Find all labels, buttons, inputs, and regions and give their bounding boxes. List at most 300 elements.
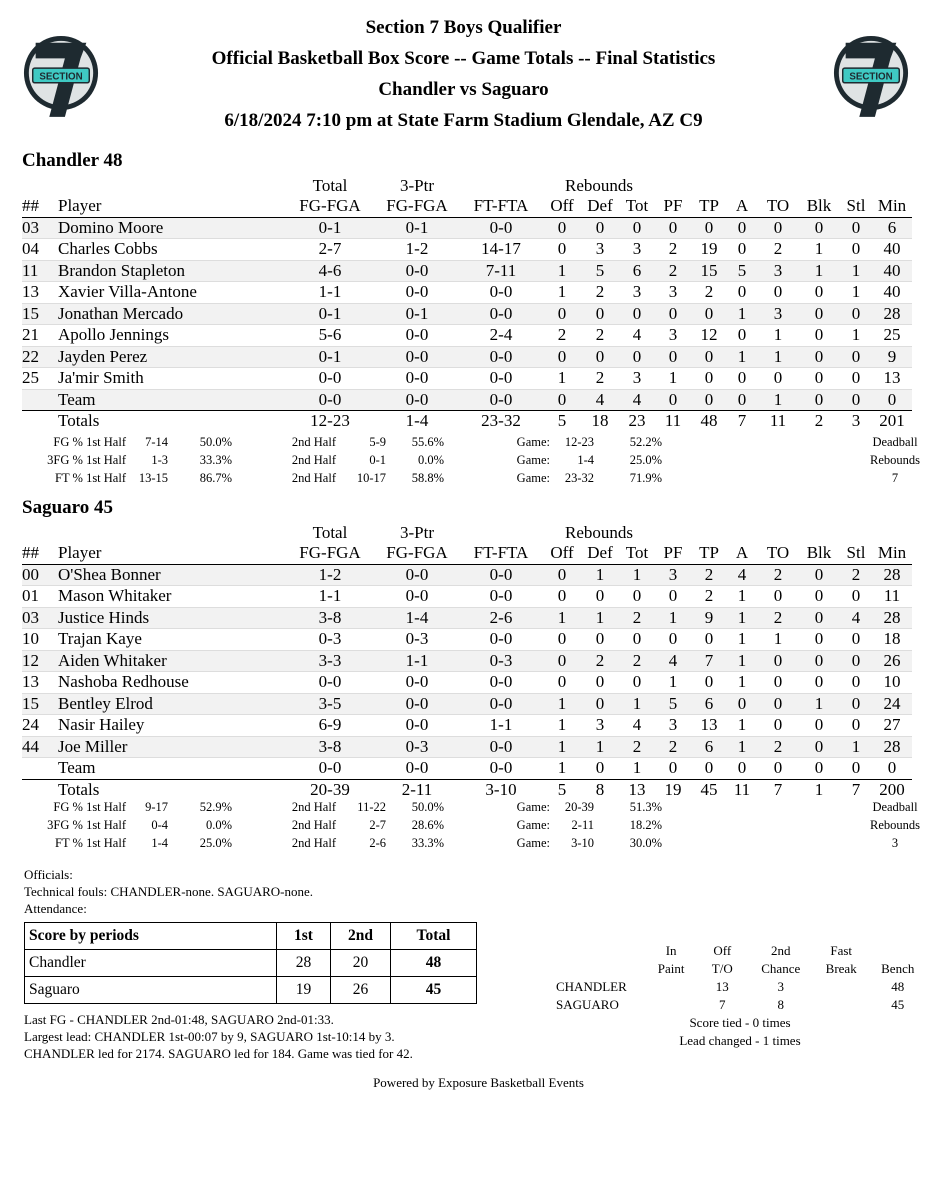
player-off: 0	[544, 303, 580, 325]
player-def: 0	[580, 586, 620, 608]
player-tot: 0	[620, 629, 654, 651]
stats-head-fast-2: Break	[825, 961, 857, 976]
player-num: 24	[22, 715, 58, 737]
stats-second: 3	[777, 979, 784, 994]
player-def: 2	[580, 368, 620, 390]
player-min: 6	[872, 217, 912, 239]
totals-num	[22, 779, 58, 800]
periods-header-total: Total	[391, 923, 477, 950]
player-a: 4	[726, 564, 758, 586]
player-fg: 6-9	[284, 715, 376, 737]
player-name: Xavier Villa-Antone	[58, 282, 284, 304]
totals-tot: 23	[628, 411, 646, 430]
player-a: 1	[726, 672, 758, 694]
col-header-pf: PF	[654, 196, 692, 217]
totals-min: 201	[879, 411, 905, 430]
periods-total: 45	[391, 977, 477, 1004]
player-def: 1	[580, 736, 620, 758]
player-min: 24	[872, 693, 912, 715]
pct-2nd-half-pct: 28.6%	[411, 818, 444, 832]
player-blk: 0	[798, 282, 840, 304]
player-a: 1	[726, 586, 758, 608]
pct-2nd-half: 2-6	[369, 836, 386, 850]
player-name: Justice Hinds	[58, 607, 284, 629]
player-min: 27	[872, 715, 912, 737]
pct-2nd-half: 2-7	[369, 818, 386, 832]
team-to: 1	[758, 389, 798, 411]
player-name: Nashoba Redhouse	[58, 672, 284, 694]
totals-fg3: 2-11	[401, 779, 433, 799]
player-tot: 3	[620, 368, 654, 390]
pct-game-label: Game:	[516, 818, 550, 832]
player-to: 1	[758, 629, 798, 651]
player-fg3: 0-0	[376, 564, 458, 586]
table-cell	[758, 176, 798, 196]
periods-team: Chandler	[25, 950, 277, 977]
player-num: 13	[22, 282, 58, 304]
attendance: Attendance:	[24, 901, 87, 916]
periods-row-chandler	[25, 950, 477, 977]
pct-2nd-half-label: 2nd Half	[291, 435, 336, 449]
player-stl: 0	[840, 629, 872, 651]
totals-min: 200	[879, 779, 905, 799]
player-off: 1	[544, 736, 580, 758]
team-def: 0	[580, 758, 620, 780]
player-tot: 4	[620, 325, 654, 347]
stats-head-offto-2: T/O	[711, 961, 733, 976]
player-tot: 1	[620, 564, 654, 586]
player-a: 1	[726, 629, 758, 651]
table-cell	[58, 523, 284, 543]
player-num: 12	[22, 650, 58, 672]
player-row	[22, 346, 912, 368]
team-fg: 0-0	[284, 389, 376, 411]
footer-powered-by: Powered by Exposure Basketball Events	[373, 1075, 584, 1090]
periods-header	[25, 923, 477, 950]
pct-game: 23-32	[564, 471, 594, 485]
technical-fouls: Technical fouls: CHANDLER-none. SAGUARO-none.	[24, 884, 314, 899]
report-header	[0, 12, 927, 136]
player-a: 0	[726, 325, 758, 347]
player-name: Aiden Whitaker	[58, 650, 284, 672]
player-name: Trajan Kaye	[58, 629, 284, 651]
player-name: Bentley Elrod	[58, 693, 284, 715]
player-def: 5	[580, 260, 620, 282]
column-header-row	[22, 196, 912, 217]
table-cell	[840, 176, 872, 196]
pct-game-label: Game:	[516, 836, 550, 850]
player-min: 10	[872, 672, 912, 694]
player-tp: 0	[692, 217, 726, 239]
player-tp: 2	[692, 564, 726, 586]
col-header-to: TO	[758, 543, 798, 564]
pct-1st-half-pct: 52.9%	[199, 800, 232, 814]
player-tot: 0	[620, 217, 654, 239]
player-pf: 1	[654, 607, 692, 629]
team-pf: 0	[654, 389, 692, 411]
shooting-pct-row	[22, 834, 662, 852]
stats-paint	[645, 978, 697, 996]
table-cell	[692, 523, 726, 543]
player-tp: 0	[692, 368, 726, 390]
table-cell	[458, 176, 544, 196]
player-name: Charles Cobbs	[58, 239, 284, 261]
col-header-fg: FG-FGA	[284, 543, 376, 564]
periods-team: Saguaro	[25, 977, 277, 1004]
pct-game: 20-39	[564, 800, 594, 814]
table-cell	[654, 523, 692, 543]
player-blk: 1	[798, 693, 840, 715]
player-ft: 0-0	[458, 693, 544, 715]
team-fg: 0-0	[284, 758, 376, 780]
player-fg3: 0-3	[376, 736, 458, 758]
player-stl: 4	[840, 607, 872, 629]
stats-head-bench	[869, 942, 927, 960]
player-tp: 7	[692, 650, 726, 672]
player-stl: 0	[840, 693, 872, 715]
player-tot: 1	[620, 693, 654, 715]
player-a: 5	[726, 260, 758, 282]
pct-1st-half: 9-17	[145, 800, 168, 814]
totals-name: Totals	[58, 779, 100, 799]
totals-ft: 23-32	[481, 411, 521, 430]
team-off: 1	[544, 758, 580, 780]
player-stl: 1	[840, 325, 872, 347]
stats-fast	[814, 978, 869, 996]
player-blk: 0	[798, 303, 840, 325]
pct-game-pct: 51.3%	[629, 800, 662, 814]
player-fg: 3-8	[284, 736, 376, 758]
player-fg: 0-0	[284, 368, 376, 390]
pct-game: 12-23	[564, 435, 594, 449]
col-header-a: A	[726, 543, 758, 564]
pct-2nd-half-label: 2nd Half	[291, 471, 336, 485]
group-3ptr: 3-Ptr	[400, 176, 434, 195]
player-blk: 1	[798, 239, 840, 261]
deadball-rebounds	[850, 798, 927, 852]
pct-game: 2-11	[571, 818, 594, 832]
player-pf: 4	[654, 650, 692, 672]
totals-blk: 2	[814, 411, 824, 430]
player-fg: 3-3	[284, 650, 376, 672]
player-num: 00	[22, 564, 58, 586]
pct-game-label: Game:	[516, 471, 550, 485]
table-cell	[22, 523, 58, 543]
player-name: Nasir Hailey	[58, 715, 284, 737]
col-header-player: Player	[58, 543, 284, 564]
player-row	[22, 325, 912, 347]
player-row	[22, 260, 912, 282]
team-stats-header-2	[556, 960, 927, 978]
player-fg: 2-7	[284, 239, 376, 261]
player-fg3: 0-1	[376, 217, 458, 239]
pct-2nd-half-pct: 55.6%	[411, 435, 444, 449]
player-off: 1	[544, 715, 580, 737]
shooting-pct-row	[22, 433, 662, 451]
player-fg: 4-6	[284, 260, 376, 282]
table-cell	[458, 523, 544, 543]
player-pf: 0	[654, 217, 692, 239]
table-cell	[726, 523, 758, 543]
stats-team: SAGUARO	[556, 997, 619, 1012]
totals-blk: 1	[814, 779, 824, 799]
team-ft: 0-0	[458, 758, 544, 780]
totals-name: Totals	[58, 411, 100, 430]
player-def: 2	[580, 650, 620, 672]
table-cell	[798, 176, 840, 196]
team-stl: 0	[840, 758, 872, 780]
player-ft: 2-4	[458, 325, 544, 347]
pct-label: 3FG % 1st Half	[47, 453, 126, 467]
officials: Officials:	[24, 867, 73, 882]
player-def: 2	[580, 282, 620, 304]
pct-1st-half: 0-4	[151, 818, 168, 832]
player-blk: 0	[798, 715, 840, 737]
player-ft: 0-0	[458, 346, 544, 368]
player-a: 0	[726, 239, 758, 261]
team-row	[22, 389, 912, 411]
periods-header-label: Score by periods	[25, 923, 277, 950]
player-blk: 0	[798, 607, 840, 629]
group-header-row	[22, 176, 912, 196]
player-to: 0	[758, 672, 798, 694]
player-fg3: 0-0	[376, 282, 458, 304]
pct-game-pct: 52.2%	[629, 435, 662, 449]
totals-pf: 11	[664, 411, 682, 430]
deadball-l1: Deadball	[872, 435, 918, 449]
player-tot: 2	[620, 650, 654, 672]
player-blk: 0	[798, 650, 840, 672]
team-stats-row-chandler	[556, 978, 927, 996]
team-a: 0	[726, 758, 758, 780]
pct-game: 1-4	[577, 453, 594, 467]
player-num: 03	[22, 217, 58, 239]
totals-a: 11	[733, 779, 751, 799]
player-tp: 15	[692, 260, 726, 282]
player-a: 1	[726, 736, 758, 758]
box-score-table	[22, 176, 912, 432]
player-off: 1	[544, 607, 580, 629]
player-tot: 4	[620, 715, 654, 737]
team-title: Chandler 48	[22, 150, 123, 171]
pct-game-label: Game:	[516, 435, 550, 449]
periods-1st: 28	[277, 950, 331, 977]
matchup: Chandler vs Saguaro	[378, 79, 549, 100]
pct-2nd-half: 0-1	[369, 453, 386, 467]
player-stl: 0	[840, 217, 872, 239]
pct-game-pct: 30.0%	[629, 836, 662, 850]
player-pf: 0	[654, 346, 692, 368]
player-stl: 0	[840, 303, 872, 325]
stats-head-offto: Off	[713, 943, 732, 958]
player-num: 13	[22, 672, 58, 694]
player-to: 1	[758, 346, 798, 368]
team-off: 0	[544, 389, 580, 411]
player-to: 3	[758, 303, 798, 325]
column-header-row	[22, 543, 912, 564]
stats-team: CHANDLER	[556, 979, 627, 994]
pct-1st-half-pct: 50.0%	[199, 435, 232, 449]
player-off: 0	[544, 239, 580, 261]
team-to: 0	[758, 758, 798, 780]
player-tp: 9	[692, 607, 726, 629]
team-blk: 0	[798, 389, 840, 411]
team-stl: 0	[840, 389, 872, 411]
col-header-pf: PF	[654, 543, 692, 564]
player-pf: 0	[654, 629, 692, 651]
player-tp: 2	[692, 282, 726, 304]
stats-offto: 13	[715, 979, 729, 994]
table-cell	[872, 523, 912, 543]
totals-row	[22, 411, 912, 432]
team-num	[22, 758, 58, 780]
pct-1st-half-pct: 33.3%	[199, 453, 232, 467]
deadball-l2: Rebounds	[870, 453, 920, 467]
player-tot: 6	[620, 260, 654, 282]
table-cell	[798, 523, 840, 543]
col-header-fg: FG-FGA	[284, 196, 376, 217]
player-pf: 3	[654, 564, 692, 586]
shooting-pct-table	[22, 798, 662, 852]
player-fg3: 0-0	[376, 693, 458, 715]
player-to: 0	[758, 650, 798, 672]
pct-2nd-half-pct: 0.0%	[417, 453, 444, 467]
player-ft: 0-0	[458, 736, 544, 758]
player-row	[22, 736, 912, 758]
player-pf: 3	[654, 282, 692, 304]
player-num: 11	[22, 260, 58, 282]
player-off: 1	[544, 282, 580, 304]
col-header-blk: Blk	[798, 196, 840, 217]
player-fg3: 0-0	[376, 368, 458, 390]
deadball-l1: Deadball	[872, 800, 918, 814]
player-tot: 0	[620, 586, 654, 608]
player-ft: 0-0	[458, 303, 544, 325]
pct-1st-half-pct: 0.0%	[205, 818, 232, 832]
player-a: 1	[726, 715, 758, 737]
player-off: 2	[544, 325, 580, 347]
player-min: 40	[872, 260, 912, 282]
pct-label: FG % 1st Half	[53, 435, 126, 449]
player-off: 0	[544, 564, 580, 586]
stats-head-paint: In	[665, 943, 677, 958]
stats-head-paint-2: Paint	[657, 961, 685, 976]
team-min: 0	[872, 389, 912, 411]
totals-def: 8	[595, 779, 605, 799]
player-stl: 1	[840, 282, 872, 304]
table-cell	[840, 523, 872, 543]
col-header-min: Min	[872, 196, 912, 217]
shooting-pct-row	[22, 469, 662, 487]
team-fg3: 0-0	[376, 758, 458, 780]
player-stl: 0	[840, 715, 872, 737]
group-3ptr: 3-Ptr	[400, 523, 434, 542]
player-tp: 6	[692, 736, 726, 758]
player-num: 04	[22, 239, 58, 261]
player-ft: 1-1	[458, 715, 544, 737]
player-to: 0	[758, 693, 798, 715]
player-row	[22, 586, 912, 608]
player-fg3: 0-3	[376, 629, 458, 651]
deadball-l2: Rebounds	[870, 818, 920, 832]
group-rebounds: Rebounds	[565, 176, 633, 195]
pct-2nd-half-pct: 50.0%	[411, 800, 444, 814]
team-blk: 0	[798, 758, 840, 780]
player-name: Mason Whitaker	[58, 586, 284, 608]
totals-tp: 48	[700, 411, 718, 430]
player-def: 0	[580, 217, 620, 239]
player-to: 3	[758, 260, 798, 282]
player-fg3: 0-0	[376, 672, 458, 694]
player-off: 0	[544, 650, 580, 672]
team-min: 0	[872, 758, 912, 780]
player-num: 01	[22, 586, 58, 608]
player-name: Apollo Jennings	[58, 325, 284, 347]
pct-label: FT % 1st Half	[55, 471, 126, 485]
team-stats-table	[556, 942, 927, 1014]
player-num: 03	[22, 607, 58, 629]
player-row	[22, 629, 912, 651]
player-row	[22, 650, 912, 672]
col-header-player: Player	[58, 196, 284, 217]
player-fg: 0-1	[284, 303, 376, 325]
player-fg: 1-2	[284, 564, 376, 586]
team-tp: 0	[692, 389, 726, 411]
event-title: Section 7 Boys Qualifier	[365, 17, 562, 38]
col-header-tp: TP	[692, 543, 726, 564]
player-fg: 1-1	[284, 586, 376, 608]
col-header-off: Off	[544, 196, 580, 217]
game-notes	[24, 1011, 413, 1062]
player-stl: 0	[840, 586, 872, 608]
player-pf: 3	[654, 715, 692, 737]
table-cell	[692, 176, 726, 196]
player-min: 40	[872, 239, 912, 261]
team-a: 0	[726, 389, 758, 411]
pct-2nd-half: 11-22	[357, 800, 386, 814]
col-header-ft: FT-FTA	[458, 543, 544, 564]
player-blk: 1	[798, 260, 840, 282]
player-def: 0	[580, 672, 620, 694]
player-fg: 0-1	[284, 217, 376, 239]
player-fg3: 0-0	[376, 346, 458, 368]
totals-stl: 3	[851, 411, 861, 430]
player-tot: 3	[620, 282, 654, 304]
svg-text:SECTION: SECTION	[849, 71, 893, 83]
col-header-def: Def	[580, 196, 620, 217]
pct-label: FT % 1st Half	[55, 836, 126, 850]
pct-2nd-half-label: 2nd Half	[291, 800, 336, 814]
team-row	[22, 758, 912, 780]
col-header-def: Def	[580, 543, 620, 564]
col-header-ft: FT-FTA	[458, 196, 544, 217]
player-row	[22, 564, 912, 586]
game-date-location: 6/18/2024 7:10 pm at State Farm Stadium Glendale, AZ C9	[224, 110, 703, 131]
table-cell	[726, 176, 758, 196]
pct-label: FG % 1st Half	[53, 800, 126, 814]
pct-1st-half: 13-15	[138, 471, 168, 485]
player-to: 0	[758, 586, 798, 608]
team-pf: 0	[654, 758, 692, 780]
col-header-num: ##	[22, 543, 58, 564]
player-row	[22, 239, 912, 261]
player-tp: 0	[692, 672, 726, 694]
team-def: 4	[580, 389, 620, 411]
player-pf: 5	[654, 693, 692, 715]
totals-pf: 19	[664, 779, 682, 799]
player-fg3: 0-0	[376, 586, 458, 608]
player-row	[22, 217, 912, 239]
